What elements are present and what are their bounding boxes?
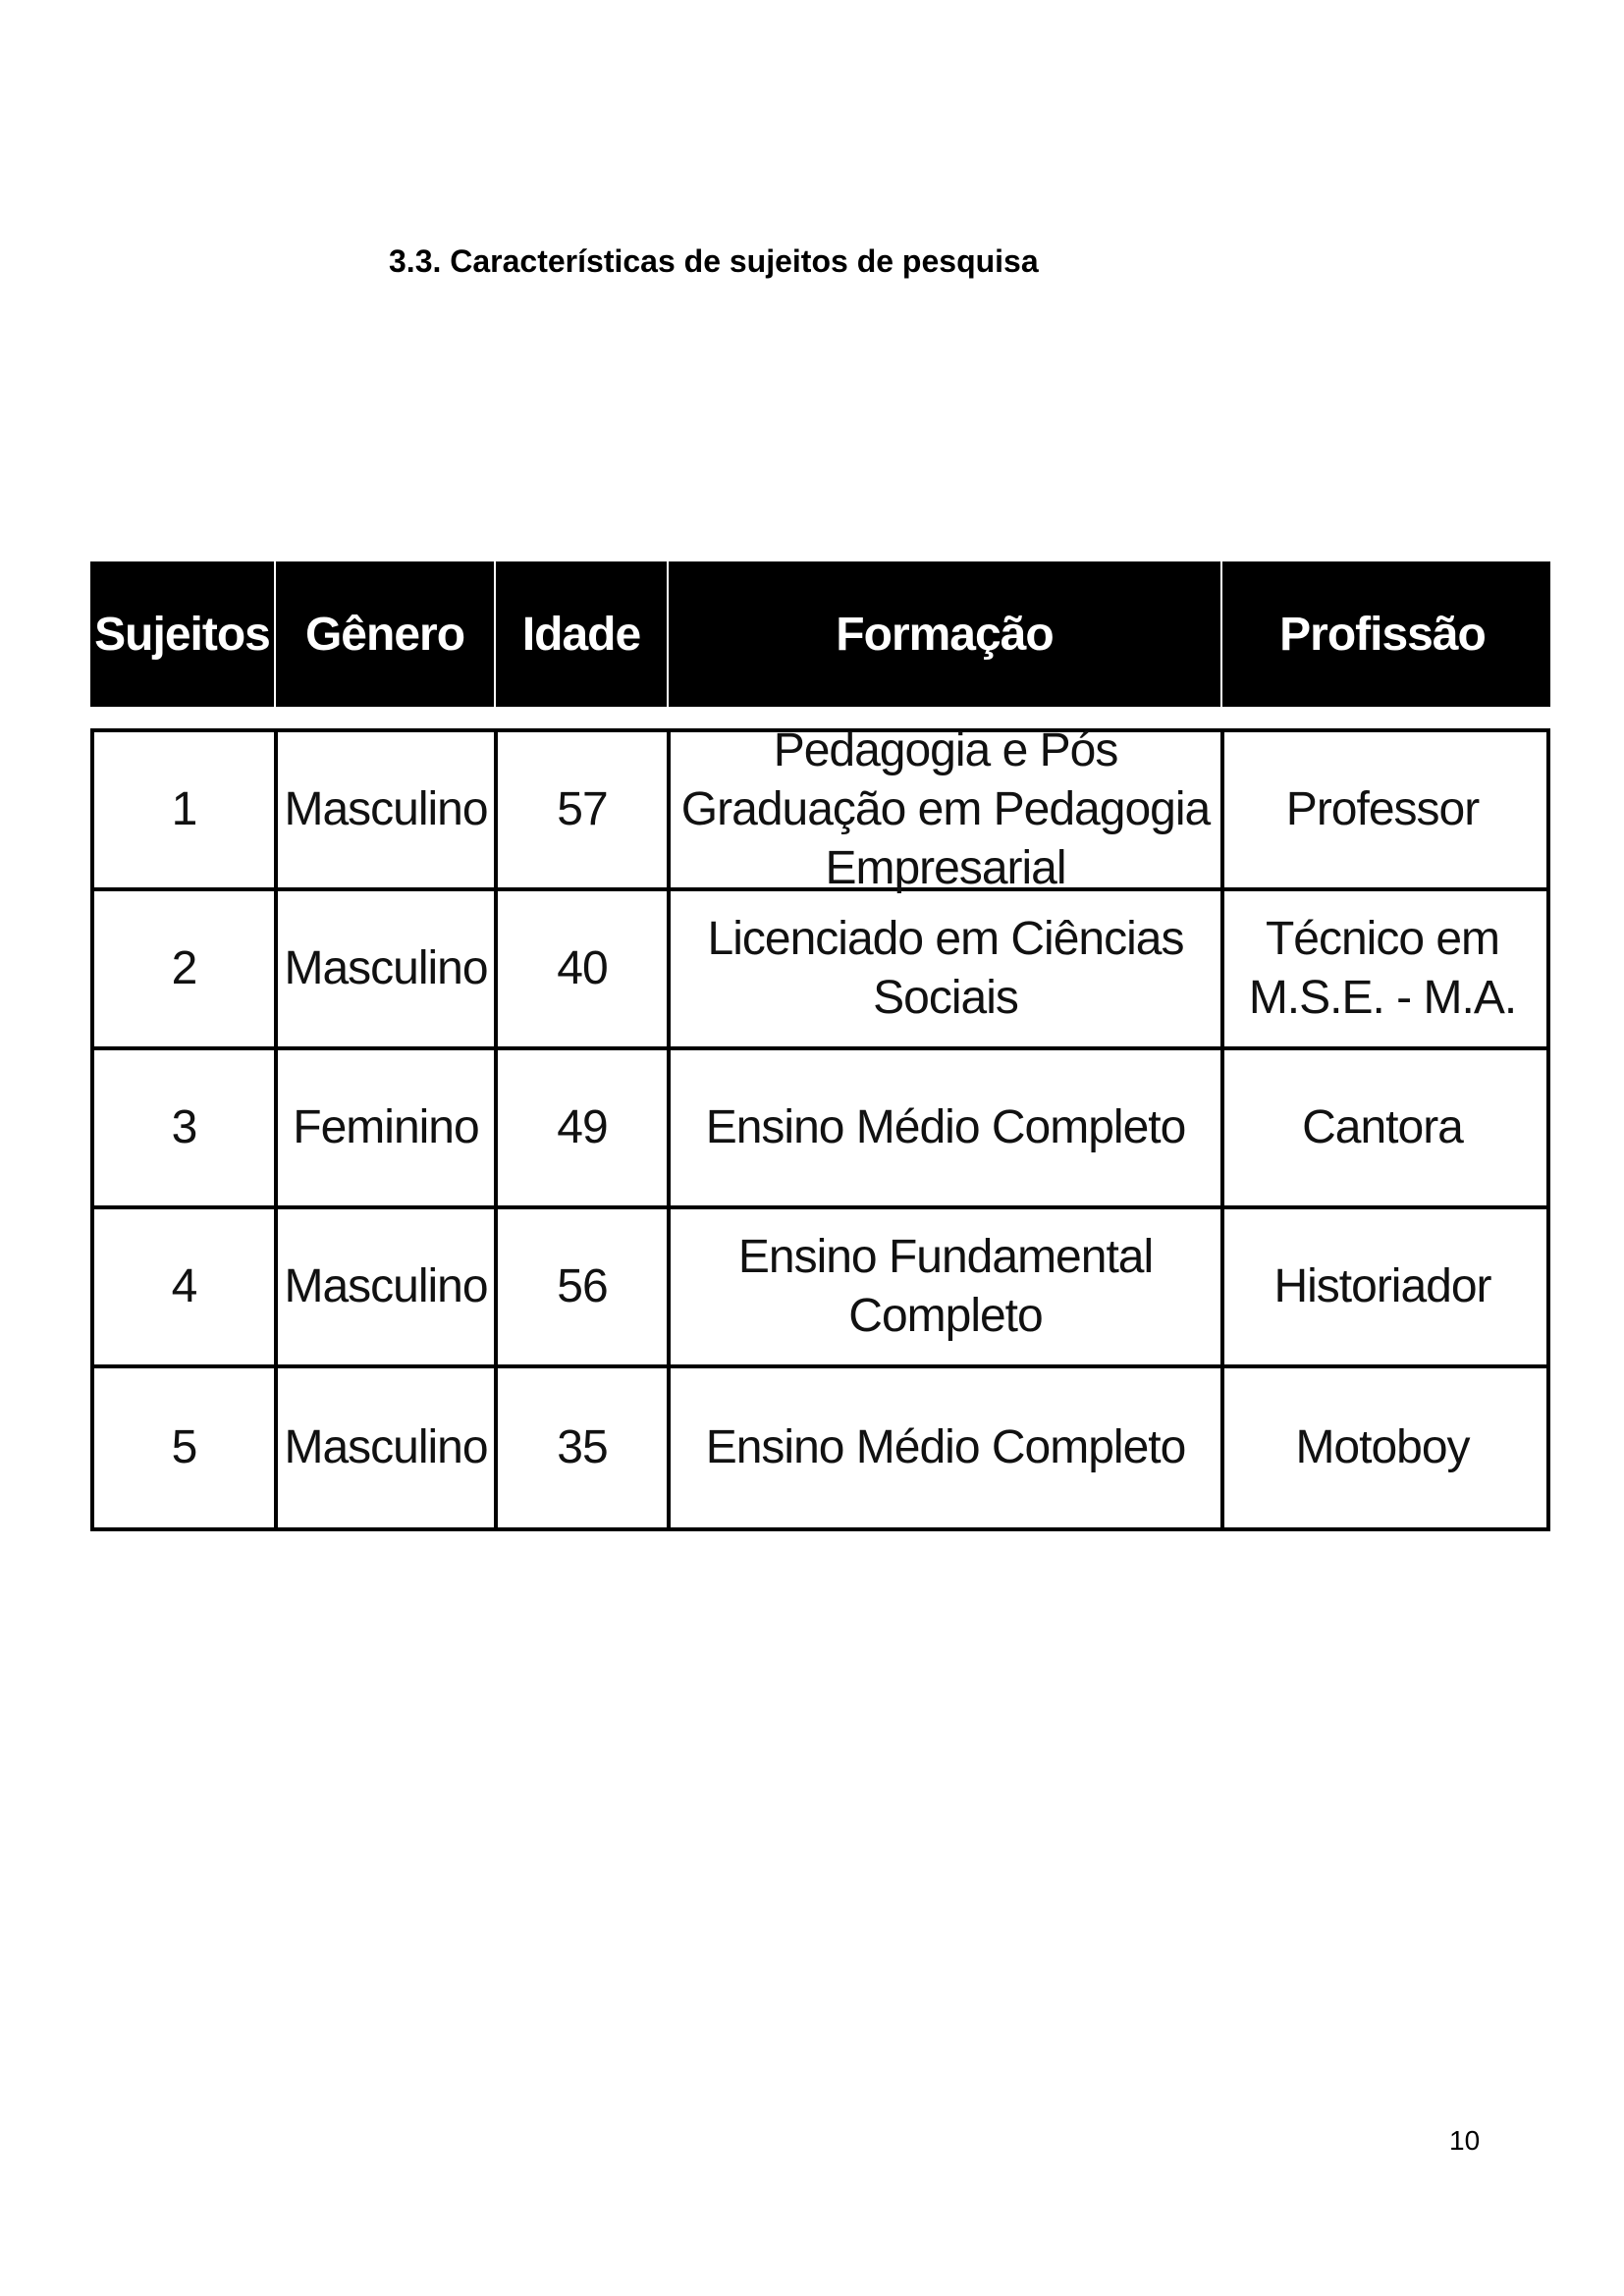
table-row (94, 1209, 1546, 1368)
page-number: 10 (1449, 2125, 1481, 2156)
cell-idade: 40 (498, 891, 671, 1046)
subjects-table (90, 561, 1550, 1531)
cell-genero: Masculino (278, 1209, 498, 1364)
cell-sujeito: 4 (94, 1209, 278, 1364)
cell-profissao: Cantora (1302, 1101, 1463, 1153)
table-row (94, 891, 1546, 1050)
cell-genero: Masculino (278, 891, 498, 1046)
cell-idade: 56 (498, 1209, 671, 1364)
cell-formacao: Ensino Médio Completo (671, 1368, 1224, 1527)
cell-sujeito: 3 (94, 1050, 278, 1205)
table-row (94, 724, 1546, 894)
cell-idade: 57 (498, 732, 671, 887)
cell-idade: 49 (498, 1050, 671, 1205)
cell-sujeito: 1 (94, 732, 278, 887)
cell-genero: Masculino (278, 732, 498, 887)
table-header-row (90, 561, 1550, 707)
cell-sujeito: 5 (94, 1368, 278, 1527)
header-sujeitos: Sujeitos (90, 561, 276, 707)
header-formacao: Formação (669, 561, 1222, 707)
cell-formacao: Licenciado em Ciências Sociais (671, 891, 1224, 1046)
header-idade: Idade (496, 561, 669, 707)
header-genero: Gênero (276, 561, 496, 707)
cell-formacao: Ensino Médio Completo (671, 1050, 1224, 1205)
section-heading: 3.3. Características de sujeitos de pesquisa (389, 243, 1039, 279)
cell-profissao: Técnico em M.S.E. - M.A. (1248, 913, 1517, 1024)
cell-idade: 35 (498, 1368, 671, 1527)
cell-sujeito: 2 (94, 891, 278, 1046)
cell-profissao: Professor (1285, 783, 1480, 835)
cell-formacao: Pedagogia e Pós Graduação em Pedagogia Empresarial (671, 732, 1224, 887)
cell-genero: Masculino (278, 1368, 498, 1527)
cell-genero: Feminino (278, 1050, 498, 1205)
cell-profissao: Motoboy (1295, 1421, 1470, 1473)
table-row (94, 1368, 1546, 1527)
table-body (90, 724, 1550, 1531)
cell-profissao: Historiador (1273, 1260, 1491, 1312)
header-profissao: Profissão (1279, 608, 1486, 661)
cell-formacao: Ensino Fundamental Completo (671, 1209, 1224, 1364)
table-row (94, 1050, 1546, 1209)
